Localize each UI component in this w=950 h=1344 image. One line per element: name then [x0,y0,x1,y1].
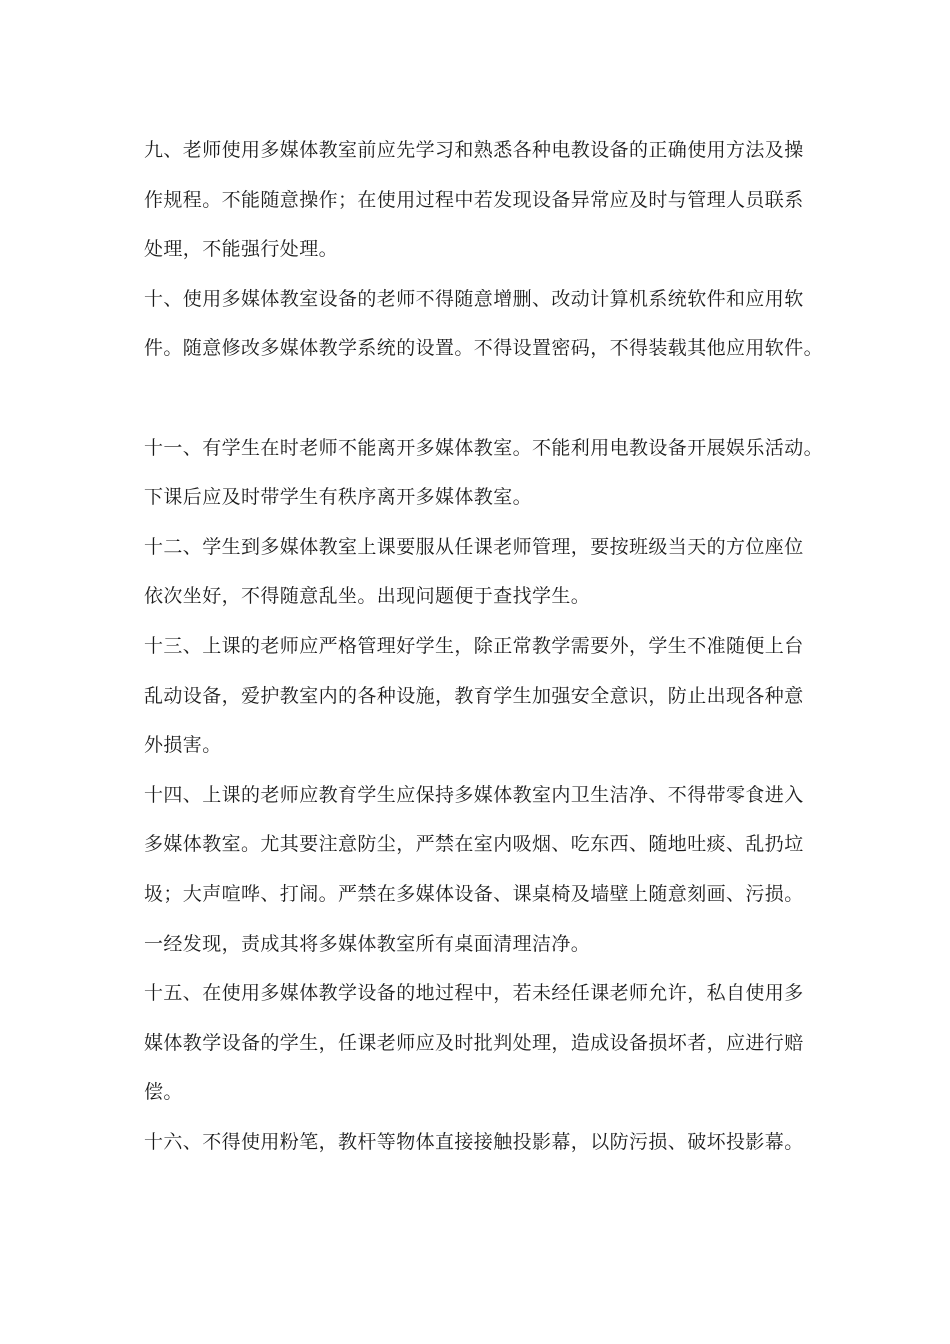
text-line: 作规程。不能随意操作；在使用过程中若发现设备异常应及时与管理人员联系 [144,188,804,211]
document-body [144,126,824,1167]
text-line: 圾；大声喧哗、打闹。严禁在多媒体设备、课桌椅及墙壁上随意刻画、污损。 [144,882,804,905]
rule-paragraph-14 [144,771,812,969]
text-line: 乱动设备，爱护教室内的各种设施，教育学生加强安全意识，防止出现各种意 [144,684,804,707]
text-line: 下课后应及时带学生有秩序离开多媒体教室。 [144,486,533,509]
text-line: 十三、上课的老师应严格管理好学生，除正常教学需要外，学生不准随便上台 [144,634,804,657]
rule-paragraph-10 [144,275,824,374]
text-line: 依次坐好，不得随意乱坐。出现问题便于查找学生。 [144,585,591,608]
text-line: 十五、在使用多媒体教学设备的地过程中，若未经任课老师允许，私自使用多 [144,982,804,1005]
text-line: 件。随意修改多媒体教学系统的设置。不得设置密码，不得装载其他应用软件。 [144,337,824,360]
text-line: 媒体教学设备的学生，任课老师应及时批判处理，造成设备损坏者，应进行赔 [144,1031,804,1054]
text-line: 十、使用多媒体教室设备的老师不得随意增删、改动计算机系统软件和应用软 [144,287,804,310]
text-line: 十二、学生到多媒体教室上课要服从任课老师管理，要按班级当天的方位座位 [144,535,804,558]
text-line: 十一、有学生在时老师不能离开多媒体教室。不能利用电教设备开展娱乐活动。 [144,436,824,459]
text-line: 偿。 [144,1081,183,1104]
rule-paragraph-9 [144,126,812,275]
text-line: 十六、不得使用粉笔，教杆等物体直接接触投影幕，以防污损、破坏投影幕。 [144,1130,804,1153]
rule-paragraph-12 [144,523,812,622]
rule-paragraph-13 [144,622,812,771]
text-line: 一经发现，责成其将多媒体教室所有桌面清理洁净。 [144,932,591,955]
rule-paragraph-11 [144,424,824,523]
text-line: 处理，不能强行处理。 [144,238,339,261]
rule-paragraph-16 [144,1118,812,1168]
blank-line [144,374,812,424]
rule-paragraph-15 [144,969,812,1118]
text-line: 九、老师使用多媒体教室前应先学习和熟悉各种电教设备的正确使用方法及操 [144,139,804,161]
text-line: 外损害。 [144,734,222,757]
text-line: 多媒体教室。尤其要注意防尘，严禁在室内吸烟、吃东西、随地吐痰、乱扔垃 [144,833,804,856]
text-line: 十四、上课的老师应教育学生应保持多媒体教室内卫生洁净、不得带零食进入 [144,783,804,806]
